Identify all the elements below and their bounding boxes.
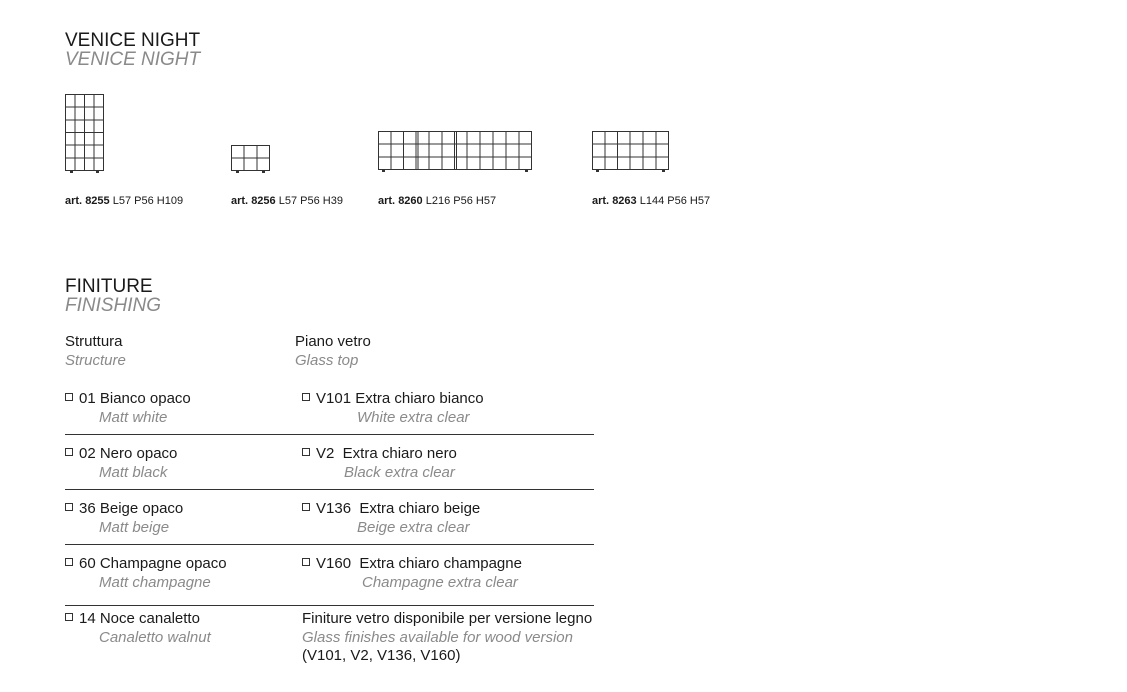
structure-option: 01 Bianco opaco — [65, 390, 191, 408]
article-label-8255: art. 8255 L57 P56 H109 — [65, 195, 184, 207]
structure-option-sub: Matt white — [99, 409, 168, 426]
structure-subheader: Structure — [65, 352, 126, 369]
checkbox-icon — [65, 558, 73, 566]
structure-option: 14 Noce canaletto — [65, 610, 200, 628]
checkbox-icon — [302, 558, 310, 566]
finishing-subtitle: FINISHING — [65, 295, 162, 316]
glass-top-subheader: Glass top — [295, 352, 359, 369]
checkbox-icon — [302, 393, 310, 401]
glass-availability-codes: (V101, V2, V136, V160) — [302, 647, 461, 664]
structure-option: 02 Nero opaco — [65, 445, 177, 463]
checkbox-icon — [65, 613, 73, 621]
structure-option: 36 Beige opaco — [65, 500, 183, 518]
glass-option: V136 Extra chiaro beige — [302, 500, 480, 518]
product-title: VENICE NIGHT — [65, 30, 201, 51]
structure-option-sub: Matt black — [99, 464, 168, 481]
finishing-title: FINITURE — [65, 276, 153, 297]
glass-top-header: Piano vetro — [295, 333, 371, 350]
checkbox-icon — [65, 503, 73, 511]
row-divider — [65, 434, 594, 435]
cabinet-drawing-8255 — [65, 94, 105, 174]
glass-option-sub: Beige extra clear — [357, 519, 470, 536]
row-divider — [65, 544, 594, 545]
glass-availability-note: Finiture vetro disponibile per versione legno — [302, 610, 593, 627]
glass-option-sub: Black extra clear — [344, 464, 455, 481]
cabinet-drawing-8263 — [592, 131, 672, 176]
glass-option: V160 Extra chiaro champagne — [302, 555, 522, 573]
product-subtitle: VENICE NIGHT — [65, 49, 201, 70]
cabinet-drawing-8260 — [378, 131, 533, 176]
checkbox-icon — [65, 448, 73, 456]
glass-option: V2 Extra chiaro nero — [302, 445, 457, 463]
glass-option-sub: White extra clear — [357, 409, 470, 426]
glass-availability-note-sub: Glass finishes available for wood version — [302, 629, 573, 646]
cabinet-drawing-8256 — [231, 145, 271, 175]
row-divider — [65, 489, 594, 490]
glass-option-sub: Champagne extra clear — [362, 574, 518, 591]
article-label-8263: art. 8263 L144 P56 H57 — [592, 195, 711, 207]
structure-option-sub: Matt beige — [99, 519, 170, 536]
article-label-8256: art. 8256 L57 P56 H39 — [231, 195, 343, 207]
structure-option-sub: Canaletto walnut — [99, 629, 211, 646]
checkbox-icon — [65, 393, 73, 401]
checkbox-icon — [302, 503, 310, 511]
article-label-8260: art. 8260 L216 P56 H57 — [378, 195, 497, 207]
structure-header: Struttura — [65, 333, 123, 350]
row-divider — [65, 605, 594, 606]
glass-option: V101 Extra chiaro bianco — [302, 390, 484, 408]
structure-option-sub: Matt champagne — [99, 574, 211, 591]
checkbox-icon — [302, 448, 310, 456]
structure-option: 60 Champagne opaco — [65, 555, 227, 573]
